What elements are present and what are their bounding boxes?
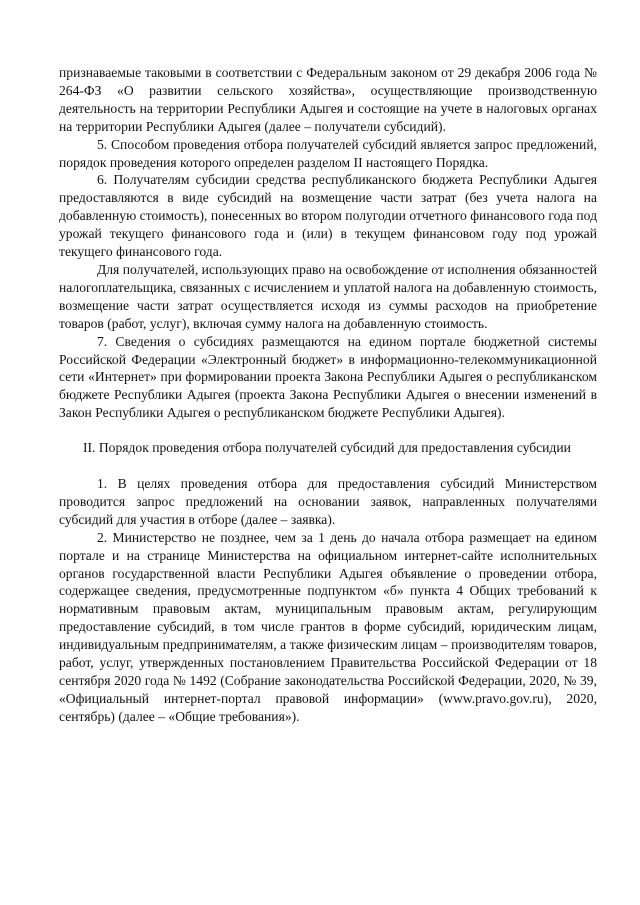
paragraph-item-5: 5. Способом проведения отбора получателей субсидий является запрос предложений, порядок проведения которого определен разделом II настоящего Порядка. [59,136,597,170]
paragraph-section-2-item-1: 1. В целях проведения отбора для предоставления субсидий Министерством проводится запрос предложений на основании заявок, направленных получателями субсидий для участия в отборе (далее – заявка). [59,476,597,527]
paragraph-vat-exemption: Для получателей, использующих право на освобождение от исполнения обязанностей налогоплательщика, связанных с исчислением и уплатой налога на добавленную стоимость, возмещение части затрат осуществляется исходя из суммы расходов на приобретение товаров (работ, услуг), включая сумму налога на добавленную стоимость. [59,261,597,331]
document-page [59,64,597,726]
section-2-heading: II. Порядок проведения отбора получателей субсидий для предоставления субсидии [83,440,571,456]
paragraph-item-6: 6. Получателям субсидии средства республиканского бюджета Республики Адыгея предоставляются в виде субсидий на возмещение части затрат (без учета налога на добавленную стоимость), понесенных во втором полугодии отчетного финансового года под урожай текущего финансового года и (или) в текущем финансовом году под урожай текущего финансового года. [59,172,597,260]
paragraph-section-2-item-2: 2. Министерство не позднее, чем за 1 день до начала отбора размещает на едином портале и на странице Министерства на официальном интернет-сайте исполнительных органов государственной власти Республики Адыгея объявление о проведении отбора, содержащее сведения, предусмотренные подпунктом «б» пункта 4 Общих требований к нормативным правовым актам, муниципальным правовым актам, регулирующим предоставление субсидий, в том числе грантов в форме субсидий, юридическим лицам, индивидуальным предпринимателям, а также физическим лицам – производителям товаров, работ, услуг, утвержденных постановлением Правительства Российской Федерации от 18 сентября 2020 года № 1492 (Собрание законодательства Российской Федерации, 2020, № 39, «Официальный интернет-портал правовой информации» (www.pravo.gov.ru), 2020, сентябрь) (далее – «Общие требования»). [59,529,597,724]
paragraph-item-7: 7. Сведения о субсидиях размещаются на едином портале бюджетной системы Российской Федерации «Электронный бюджет» в информационно-телекоммуникационной сети «Интернет» при формировании проекта Закона Республики Адыгея о республиканском бюджете Республики Адыгея (проекта Закона Республики Адыгея о внесении изменений в Закон Республики Адыгея о республиканском бюджете Республики Адыгея). [59,333,597,421]
paragraph-recipients-definition: признаваемые таковыми в соответствии с Федеральным законом от 29 декабря 2006 года № 264-ФЗ «О развитии сельского хозяйства», осуществляющие производственную деятельность на территории Республики Адыгея и состоящие на учете в налоговых органах на территории Республики Адыгея (далее – получатели субсидий). [59,65,597,134]
